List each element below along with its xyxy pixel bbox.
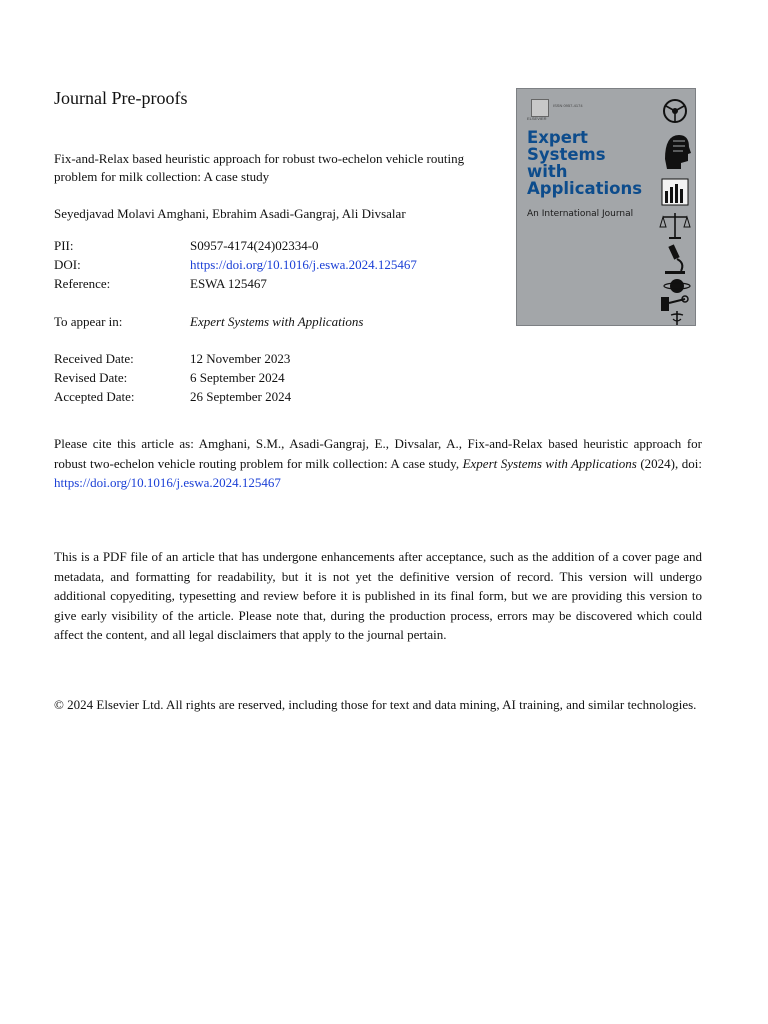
- revised-value: 6 September 2024: [190, 370, 285, 385]
- citation-journal: Expert Systems with Applications: [462, 455, 637, 471]
- received-label: Received Date:: [54, 351, 134, 366]
- cover-journal-title: [527, 129, 657, 197]
- meta-row-appear: [54, 312, 514, 331]
- received-value: 12 November 2023: [190, 351, 291, 366]
- cover-icon-strip: [655, 89, 695, 326]
- scales-icon: [660, 213, 690, 239]
- citation-middle: (2024), doi:: [636, 455, 702, 471]
- pii-label: PII:: [54, 238, 74, 253]
- copyright-paragraph: © 2024 Elsevier Ltd. All rights are reserved, including those for text and data mining, AI training, and similar technologies.: [54, 697, 697, 712]
- doi-label: DOI:: [54, 257, 81, 272]
- article-title: Fix-and-Relax based heuristic approach for robust two-echelon vehicle routing problem for milk collection: A case study: [54, 151, 465, 184]
- revised-label: Revised Date:: [54, 370, 128, 385]
- doi-link[interactable]: https://doi.org/10.1016/j.eswa.2024.125467: [190, 257, 417, 272]
- meta-row-doi: [54, 255, 514, 274]
- reference-value: ESWA 125467: [190, 276, 267, 291]
- citation-doi-link[interactable]: https://doi.org/10.1016/j.eswa.2024.125467: [54, 475, 281, 490]
- journal-cover-image: [516, 88, 696, 326]
- cover-publisher: ELSEVIER: [527, 116, 547, 121]
- cover-title-line: with: [527, 162, 568, 181]
- caduceus-icon: [671, 311, 683, 326]
- microscope-icon: [665, 244, 685, 274]
- journal-header-title: Journal Pre-proofs: [54, 88, 188, 108]
- pii-value: S0957-4174(24)02334-0: [190, 238, 319, 253]
- cover-title-line: Systems: [527, 145, 606, 164]
- head-profile-icon: [665, 135, 691, 169]
- cover-title-line: Applications: [527, 179, 643, 198]
- article-authors: Seyedjavad Molavi Amghani, Ebrahim Asadi-Gangraj, Ali Divsalar: [54, 206, 406, 221]
- planet-icon: [664, 279, 690, 293]
- appear-label: To appear in:: [54, 314, 123, 329]
- steering-wheel-icon: [664, 100, 686, 122]
- cover-issn: ISSN 0957-4174: [553, 103, 583, 108]
- accepted-value: 26 September 2024: [190, 389, 292, 404]
- bar-chart-icon: [662, 179, 688, 205]
- meta-row-accepted: [54, 387, 514, 406]
- meta-row-revised: [54, 368, 514, 387]
- cover-title-line: Expert: [527, 128, 588, 147]
- meta-row-reference: [54, 274, 514, 293]
- meta-row-pii: [54, 236, 514, 255]
- appear-value: Expert Systems with Applications: [190, 314, 364, 329]
- elsevier-logo-icon: [531, 99, 549, 117]
- citation-paragraph: [54, 434, 702, 493]
- accepted-label: Accepted Date:: [54, 389, 135, 404]
- notice-paragraph: This is a PDF file of an article that has undergone enhancements after acceptance, such as the addition of a cover page and metadata, and formatting for readability, but it is not yet the definitive version of record. This version will undergo additional copyediting, typesetting and review before it is published in its final form, but we are providing this version to give early visibility of the article. Please note that, during the production process, errors may be discovered which could affect the content, and all legal disclaimers that apply to the journal pertain.: [54, 549, 702, 642]
- robot-arm-icon: [661, 296, 688, 311]
- citation-text: Please cite this article as: Amghani, S.M., Asadi-Gangraj, E., Divsalar, A., Fix-and-Relax based heuristic approach for robust two-echelon vehicle routing problem for milk collection: A case study,: [54, 436, 702, 471]
- cover-subtitle: An International Journal: [527, 209, 634, 219]
- meta-row-received: [54, 349, 514, 368]
- reference-label: Reference:: [54, 276, 111, 291]
